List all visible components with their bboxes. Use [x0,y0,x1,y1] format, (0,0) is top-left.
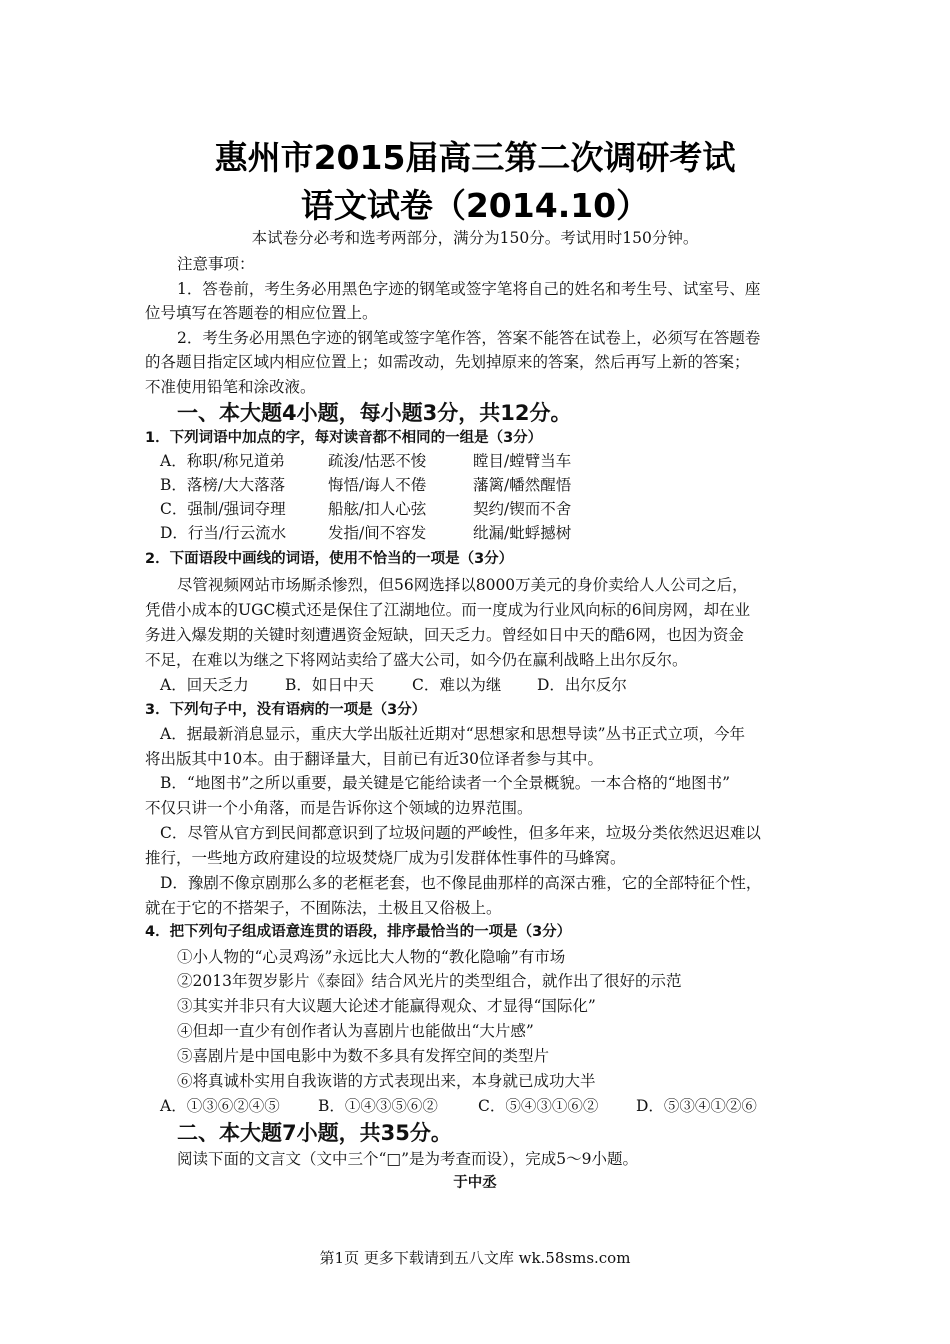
exam-subtitle: 语文试卷（2014.10） [300,186,650,225]
question-4-item-3: ③其实并非只有大议题大论述才能赢得观众、才显得“国际化” [177,997,596,1015]
section-2-heading: 二、本大题7小题，共35分。 [177,1121,452,1145]
q2-option-a: A．回天乏力 [160,676,249,694]
notice-item-2-line-2: 的各题目指定区域内相应位置上；如需改动，先划掉原来的答案，然后再写上新的答案； [145,353,750,371]
exam-intro: 本试卷分必考和选考两部分，满分为150分。考试用时150分钟。 [251,229,699,247]
question-3-option-a-line-2: 将出版其中10本。由于翻译量大，目前已有近30位译者参与其中。 [145,750,603,768]
question-3-option-b-line-2: 不仅只讲一个小角落，而是告诉你这个领域的边界范围。 [145,799,533,817]
question-4-item-2: ②2013年贺岁影片《泰囧》结合风光片的类型组合，就作出了很好的示范 [177,972,682,990]
q1-d-pair-1: D．行当/行云流水 [160,524,287,542]
question-1-row-d [160,523,571,543]
q1-d-pair-2: 发指/间不容发 [328,524,427,542]
section-1-heading: 一、本大题4小题，每小题3分，共12分。 [177,401,572,425]
notice-item-1-line-1: 1．答卷前，考生务必用黑色字迹的钢笔或签字笔将自己的姓名和考生号、试室号、座 [177,280,761,298]
section-2-instruction: 阅读下面的文言文（文中三个“□”是为考查而设），完成5～9小题。 [177,1150,638,1168]
q1-b-pair-2: 悔悟/诲人不倦 [328,476,427,494]
question-3-option-c-line-1: C．尽管从官方到民间都意识到了垃圾问题的严峻性，但多年来，垃圾分类依然迟迟难以 [160,824,761,842]
question-4-item-5: ⑤喜剧片是中国电影中为数不多具有发挥空间的类型片 [177,1047,550,1065]
q4-option-d: D．⑤③④①②⑥ [636,1097,757,1115]
question-2-passage-line-2: 凭借小成本的UGC模式还是保住了江湖地位。而一度成为行业风向标的6间房网，却在业 [145,601,751,619]
q1-b-pair-1: B．落榜/大大落落 [160,476,286,494]
q1-a-pair-3: 瞠目/螳臂当车 [473,452,572,470]
q4-option-c: C．⑤④③①⑥② [478,1097,599,1115]
q1-c-pair-3: 契约/锲而不舍 [473,500,572,518]
notice-item-2-line-1: 2．考生务必用黑色字迹的钢笔或签字笔作答，答案不能答在试卷上，必须写在答题卷 [177,329,761,347]
question-1-row-c [160,499,571,519]
notice-heading: 注意事项： [177,255,255,273]
q1-d-pair-3: 纰漏/蚍蜉撼树 [473,524,572,542]
q1-c-pair-1: C．强制/强词夺理 [160,500,286,518]
question-2-passage-line-3: 务进入爆发期的关键时刻遭遇资金短缺，回天乏力。曾经如日中天的酷6网，也因为资金 [145,626,744,644]
question-4-stem: 4．把下列句子组成语意连贯的语段，排序最恰当的一项是（3分） [145,924,572,940]
q1-a-pair-2: 疏浚/怙恶不悛 [328,452,427,470]
question-3-option-a-line-1: A．据最新消息显示，重庆大学出版社近期对“思想家和思想导读”丛书正式立项，今年 [160,725,746,743]
question-1-stem: 1．下列词语中加点的字，每对读音都不相同的一组是（3分） [145,430,543,446]
question-4-item-1: ①小人物的“心灵鸡汤”永远比大人物的“教化隐喻”有市场 [177,948,566,966]
question-1-row-a [160,451,571,471]
q2-option-c: C．难以为继 [412,676,502,694]
question-2-stem: 2．下面语段中画线的词语，使用不恰当的一项是（3分） [145,551,514,567]
question-3-option-c-line-2: 推行，一些地方政府建设的垃圾焚烧厂成为引发群体性事件的马蜂窝。 [145,849,626,867]
q1-c-pair-2: 船舷/扣人心弦 [328,500,427,518]
question-1-row-b [160,475,571,495]
page-footer: 第1页 更多下载请到五八文库 wk.58sms.com [319,1249,631,1267]
notice-item-1-line-2: 位号填写在答题卷的相应位置上。 [145,304,378,322]
question-4-item-6: ⑥将真诚朴实用自我诙谐的方式表现出来，本身就已成功大半 [177,1072,596,1090]
q4-option-b: B．①④③⑤⑥② [318,1097,438,1115]
q1-b-pair-3: 藩篱/幡然醒悟 [473,476,572,494]
q4-option-a: A．①③⑥②④⑤ [160,1097,280,1115]
question-3-option-d-line-1: D．豫剧不像京剧那么多的老框老套，也不像昆曲那样的高深古雅，它的全部特征个性， [160,874,762,892]
passage-title: 于中丞 [453,1175,497,1191]
exam-title: 惠州市2015届高三第二次调研考试 [214,138,736,177]
question-4-options [160,1096,757,1116]
question-3-stem: 3．下列句子中，没有语病的一项是（3分） [145,702,427,718]
question-2-passage-line-4: 不足，在难以为继之下将网站卖给了盛大公司，如今仍在赢利战略上出尔反尔。 [145,651,688,669]
question-2-options [160,675,627,695]
q2-option-b: B．如日中天 [285,676,374,694]
question-3-option-b-line-1: B．“地图书”之所以重要，最关键是它能给读者一个全景概貌。一本合格的“地图书” [160,774,731,792]
q1-a-pair-1: A．称职/称兄道弟 [160,452,285,470]
question-4-item-4: ④但却一直少有创作者认为喜剧片也能做出“大片感” [177,1022,534,1040]
question-3-option-d-line-2: 就在于它的不搭架子，不囿陈法，土极且又俗极上。 [145,899,502,917]
q2-option-d: D．出尔反尔 [537,676,627,694]
notice-item-2-line-3: 不准使用铅笔和涂改液。 [145,378,316,396]
question-2-passage-line-1: 尽管视频网站市场厮杀惨烈，但56网选择以8000万美元的身价卖给人人公司之后， [177,576,748,594]
